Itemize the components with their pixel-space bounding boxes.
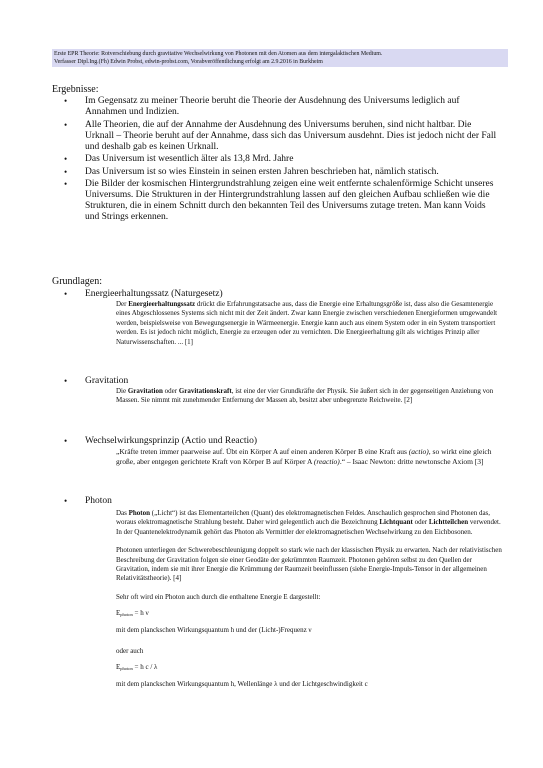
photon-paragraph-2: Photonen unterliegen der Schwerebeschleunigung doppelt so stark wie nach der klassischen Physik zu erwarten. Nach der relativistischen Beschreibung der Gravitation folgen sie einer Geodäte der gekrümmten Raumzeit. Photonen gehören selbst zu den Quellen der Gravitation, indem sie mit ihrer Energie die Krümmung der Raumzeit beeinflussen (siehe Energie-Impuls-Tensor in der allgemeinen Relativitätstheorie). [4] — [116, 546, 502, 583]
formula-1-description: mit dem planckschen Wirkungsquantum h und der (Licht-)Frequenz ν — [116, 626, 312, 635]
bullet-icon: • — [64, 376, 68, 386]
oder-auch: oder auch — [116, 647, 144, 656]
energie-heading: Energieerhaltungssatz (Naturgesetz) — [85, 289, 223, 299]
gravitation-section — [60, 376, 500, 406]
photon-body — [116, 509, 502, 689]
wechselwirkung-heading: Wechselwirkungsprinzip (Actio und Reactio) — [85, 436, 258, 446]
gravitation-body: Die Gravitation oder Gravitationskraft, ist eine der vier Grundkräfte der Physik. Sie äußert sich in der gegenseitigen Anziehung von Massen. Sie nimmt mit zunehmender Entfernung der Massen ab, besitzt aber unbegrenzte Reichweite. [2] — [116, 387, 494, 405]
list-item: • Das Universum ist wesentlich älter als 13,8 Mrd. Jahre — [64, 154, 294, 164]
list-item: • Das Universum ist so wies Einstein in seinen ersten Jahren beschrieben hat, nämlich statisch. — [64, 166, 439, 177]
bullet-icon: • — [64, 119, 68, 130]
photon-paragraph-1: Das Photon („Licht“) ist das Elementarteilchen (Quant) des elektromagnetischen Feldes. Anschaulich gesprochen sind Photonen das, woraus elektromagnetische Strahlung besteht. Daher wird gelegentlich auch die Bezeichnung Lichtquant oder Lichtteilchen verwendet. In der Quantenelektrodynamik gehört das Photon als Vermittler der elektromagnetischen Wechselwirkung zu den Eichbosonen. — [116, 509, 501, 536]
formula-2: $E_{photon} = h$ c / λ — [116, 663, 158, 672]
document-header — [52, 49, 508, 67]
list-item: • Die Bilder der kosmischen Hintergrundstrahlung zeigen eine weit entfernte schalenförmige Schicht unseres Universums. Die Strukturen in der Hintergrundstrahlung lassen auf den gleichen Aufbau schließen wie die Strukturen, die in einem Schnitt durch den bekannten Teil des Universums zutage treten. Man kann Voids und Strings erkennen. — [64, 179, 494, 222]
gravitation-heading: Gravitation — [85, 376, 129, 386]
grundlagen-title: Grundlagen: — [52, 276, 102, 287]
ergebnisse-title: Ergebnisse: — [52, 84, 99, 95]
photon-section — [60, 496, 500, 689]
bullet-icon: • — [64, 166, 68, 177]
bullet-icon: • — [64, 289, 68, 299]
bullet-icon: • — [64, 496, 68, 506]
energie-body: Der Energieerhaltungssatz drückt die Erfahrungstatsache aus, dass die Energie eine Erhaltungsgröße ist, dass also die Gesamtenergie eines Abgeschlossenes Systems sich nicht mit der Zeit ändert. Zwar kann Energie zwischen verschiedenen Energieformen umgewandelt werden, beispielsweise von Bewegungsenergie in Wärmeenergie. Energie kann auch aus einem System oder in ein System transportiert werden. Es ist jedoch nicht möglich, Energie zu erzeugen oder zu vernichten. Die Energieerhaltung gilt als wichtiges Prinzip aller Naturwissenschaften. ... [1] — [116, 300, 498, 346]
wechselwirkung-quote: „Kräfte treten immer paarweise auf. Übt ein Körper A auf einen anderen Körper B eine Kraft aus (actio), so wirkt eine gleich große, aber entgegen gerichtete Kraft von Körper B auf Körper A (reactio).“ – Isaac Newton: dritte newtonsche Axiom [3] — [116, 447, 492, 466]
ergebnisse-list — [60, 96, 500, 225]
bullet-icon: • — [64, 154, 68, 164]
formula-1: $E_{photon} = h$ ν — [116, 609, 149, 618]
bullet-icon: • — [64, 179, 68, 189]
photon-paragraph-3: Sehr oft wird ein Photon auch durch die enthaltene Energie E dargestellt: — [116, 592, 321, 601]
wechselwirkung-section — [60, 436, 500, 467]
list-item: • Im Gegensatz zu meiner Theorie beruht die Theorie der Ausdehnung des Universums lediglich auf Annahmen und Indizien. — [64, 96, 460, 117]
header-line-2: Verfasser Dipl.Ing.(Fh) Edwin Probst, edwin-probst.com, Vorabveröffentlichung erfolgt am 2.9.2016 in Burkheim — [54, 59, 323, 65]
bullet-icon: • — [64, 436, 68, 446]
header-line-1: Erste EPR Theorie: Rotverschiebung durch gravitative Wechselwirkung von Photonen mit den Atomen aus dem intergalaktischen Medium. — [54, 51, 383, 57]
photon-heading: Photon — [85, 496, 112, 506]
energie-section — [60, 289, 500, 347]
bullet-icon: • — [64, 96, 68, 106]
list-item: • Alle Theorien, die auf der Annahme der Ausdehnung des Universums beruhen, sind nicht haltbar. Die Urknall – Theorie beruht auf der Annahme, dass sich das Universum ausdehnt. Dies ist jedoch nicht der Fall und deshalb gab es keinen Urknall. — [64, 119, 497, 152]
formula-2-description: mit dem planckschen Wirkungsquantum h, Wellenlänge λ und der Lichtgeschwindigkeit c — [116, 680, 368, 689]
